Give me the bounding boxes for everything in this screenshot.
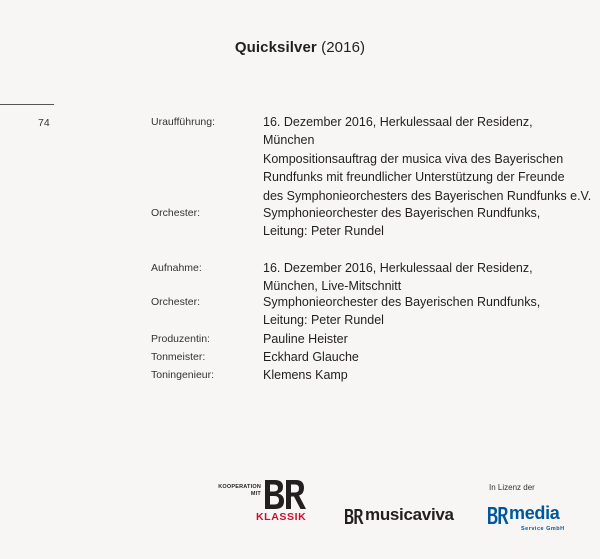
- br-logo-icon: [344, 508, 364, 526]
- label-orchester-1: Orchester:: [151, 207, 201, 219]
- title-work: Quicksilver: [234, 39, 317, 56]
- value-line: 16. Dezember 2016, Herkulessaal der Residenz,: [263, 115, 533, 129]
- license-note: In Lizenz der: [489, 483, 535, 492]
- value-line: Leitung: Peter Rundel: [263, 313, 384, 328]
- value-line: Rundfunks mit freundlicher Unterstützung der Freunde: [263, 170, 565, 185]
- value-line: München, Live-Mitschnitt: [263, 279, 402, 294]
- label-toningenieur: Toningenieur:: [151, 369, 215, 381]
- value-line: Leitung: Peter Rundel: [263, 224, 384, 239]
- title-year: (2016): [321, 39, 366, 56]
- value-tonmeister: [263, 348, 593, 366]
- label-tonmeister: Tonmeister:: [151, 351, 206, 363]
- value-line: Kompositionsauftrag der musica viva des Bayerischen: [263, 151, 564, 166]
- label-aufnahme: Aufnahme:: [151, 262, 202, 274]
- value-orchester-1: [263, 204, 593, 241]
- value-line: Symphonieorchester des Bayerischen Rundfunks,: [263, 206, 541, 220]
- value-toningenieur: [263, 366, 593, 384]
- service-gmbh-text: Service GmbH: [521, 526, 565, 532]
- label-urauffuehrung: Uraufführung:: [151, 116, 216, 128]
- page-number: 74: [38, 117, 50, 129]
- value-line: München: [263, 133, 315, 148]
- page-title: [0, 39, 600, 56]
- musicaviva-wordmark: musicaviva: [365, 505, 454, 524]
- value-line: 16. Dezember 2016, Herkulessaal der Residenz,: [263, 261, 533, 275]
- br-logo-icon: [263, 478, 309, 512]
- value-line: des Symphonieorchesters des Bayerischen Rundfunks e.V.: [263, 188, 592, 203]
- value-orchester-2: [263, 293, 593, 330]
- margin-rule: [0, 104, 54, 105]
- media-wordmark: media: [509, 503, 560, 523]
- value-produzentin: [263, 330, 593, 348]
- kooperation-text: KOOPERATION MIT: [218, 484, 261, 497]
- br-logo-icon: [487, 506, 509, 526]
- br-klassik-logo: [213, 478, 323, 528]
- value-line: Pauline Heister: [263, 332, 348, 346]
- label-produzentin: Produzentin:: [151, 333, 210, 345]
- label-orchester-2: Orchester:: [151, 296, 201, 308]
- br-media-logo: [487, 505, 567, 537]
- klassik-wordmark: KLASSIK: [256, 511, 307, 523]
- value-line: Eckhard Glauche: [263, 350, 359, 364]
- value-urauffuehrung: [263, 113, 593, 205]
- value-line: Symphonieorchester des Bayerischen Rundfunks,: [263, 295, 541, 309]
- value-line: Klemens Kamp: [263, 368, 348, 382]
- value-aufnahme: [263, 259, 593, 296]
